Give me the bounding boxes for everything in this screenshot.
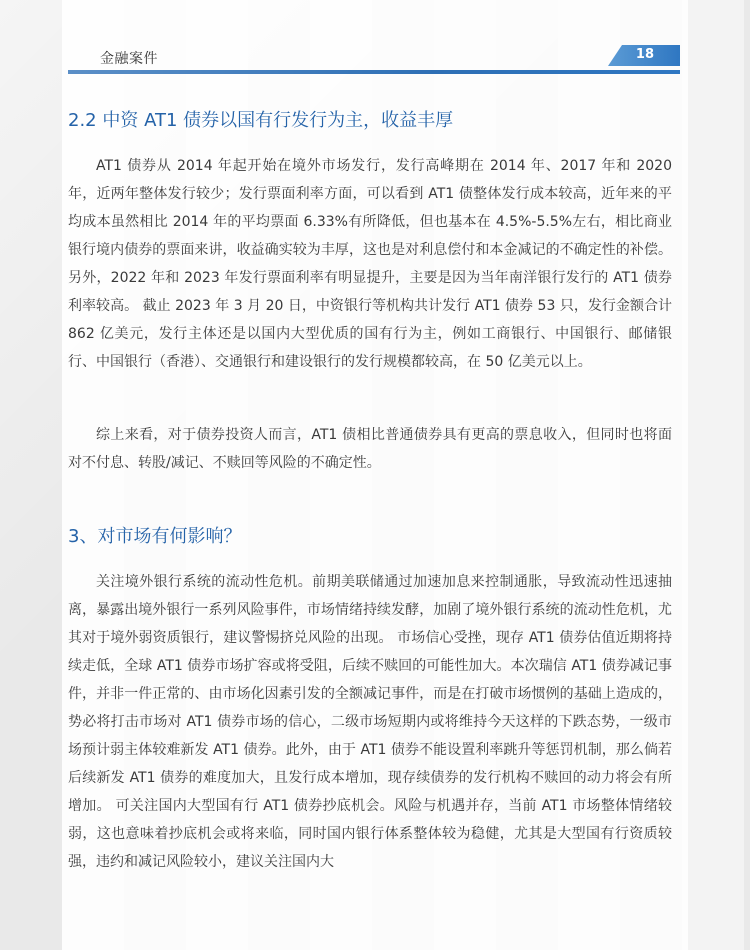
section-3-heading: 3、对市场有何影响？ bbox=[68, 526, 242, 547]
header-rule bbox=[68, 70, 680, 74]
section-2-2-heading: 2.2 中资 AT1 债券以国有行发行为主，收益丰厚 bbox=[68, 110, 454, 131]
section-2-2-paragraph-2: 综上来看，对于债券投资人而言，AT1 债相比普通债券具有更高的票息收入，但同时也将面对不付息、转股/减记、不赎回等风险的不确定性。 bbox=[68, 427, 672, 471]
header-title: 金融案件 bbox=[100, 51, 158, 67]
page-header bbox=[68, 42, 680, 74]
section-2-2-paragraph-1: AT1 债券从 2014 年起开始在境外市场发行，发行高峰期在 2014 年、2017 年和 2020 年，近两年整体发行较少；发行票面利率方面，可以看到 AT1 债整体发行成本较高，近年来的平均成本虽然相比 2014 年的平均票面 6.33%有所降低，但也基本在 4.5%-5.5%左右，相比商业银行境内债券的票面来讲，收益确实较为丰厚，这也是对利息偿付和本金减记的不确定性的补偿。另外，2022 年和 2023 年发行票面利率有明显提升，主要是因为当年南洋银行发行的 AT1 债券利率较高。 截止 2023 年 3 月 20 日，中资银行等机构共计发行 AT1 债券 53 只，发行金额合计 862 亿美元，发行主体还是以国内大型优质的国有行为主，例如工商银行、中国银行、邮储银行、中国银行（香港）、交通银行和建设银行的发行规模都较高，在 50 亿美元以上。 bbox=[68, 158, 672, 370]
section-3-paragraph-1: 关注境外银行系统的流动性危机。前期美联储通过加速加息来控制通胀，导致流动性迅速抽离，暴露出境外银行一系列风险事件，市场情绪持续发酵，加剧了境外银行系统的流动性危机，尤其对于境外弱资质银行，建议警惕挤兑风险的出现。 市场信心受挫，现存 AT1 债券估值近期将持续走低，全球 AT1 债券市场扩容或将受阻，后续不赎回的可能性加大。本次瑞信 AT1 债券减记事件，并非一件正常的、由市场化因素引发的全额减记事件，而是在打破市场惯例的基础上造成的，势必将打击市场对 AT1 债券市场的信心，二级市场短期内或将维持今天这样的下跌态势，一级市场预计弱主体较难新发 AT1 债券。此外，由于 AT1 债券不能设置利率跳升等惩罚机制，那么倘若后续新发 AT1 债券的难度加大，且发行成本增加，现存续债券的发行机构不赎回的动力将会有所增加。 可关注国内大型国有行 AT1 债券抄底机会。风险与机遇并存，当前 AT1 市场整体情绪较弱，这也意味着抄底机会或将来临，同时国内银行体系整体较为稳健，尤其是大型国有行资质较强，违约和减记风险较小，建议关注国内大 bbox=[68, 574, 672, 870]
page-number: 18 bbox=[635, 47, 654, 62]
